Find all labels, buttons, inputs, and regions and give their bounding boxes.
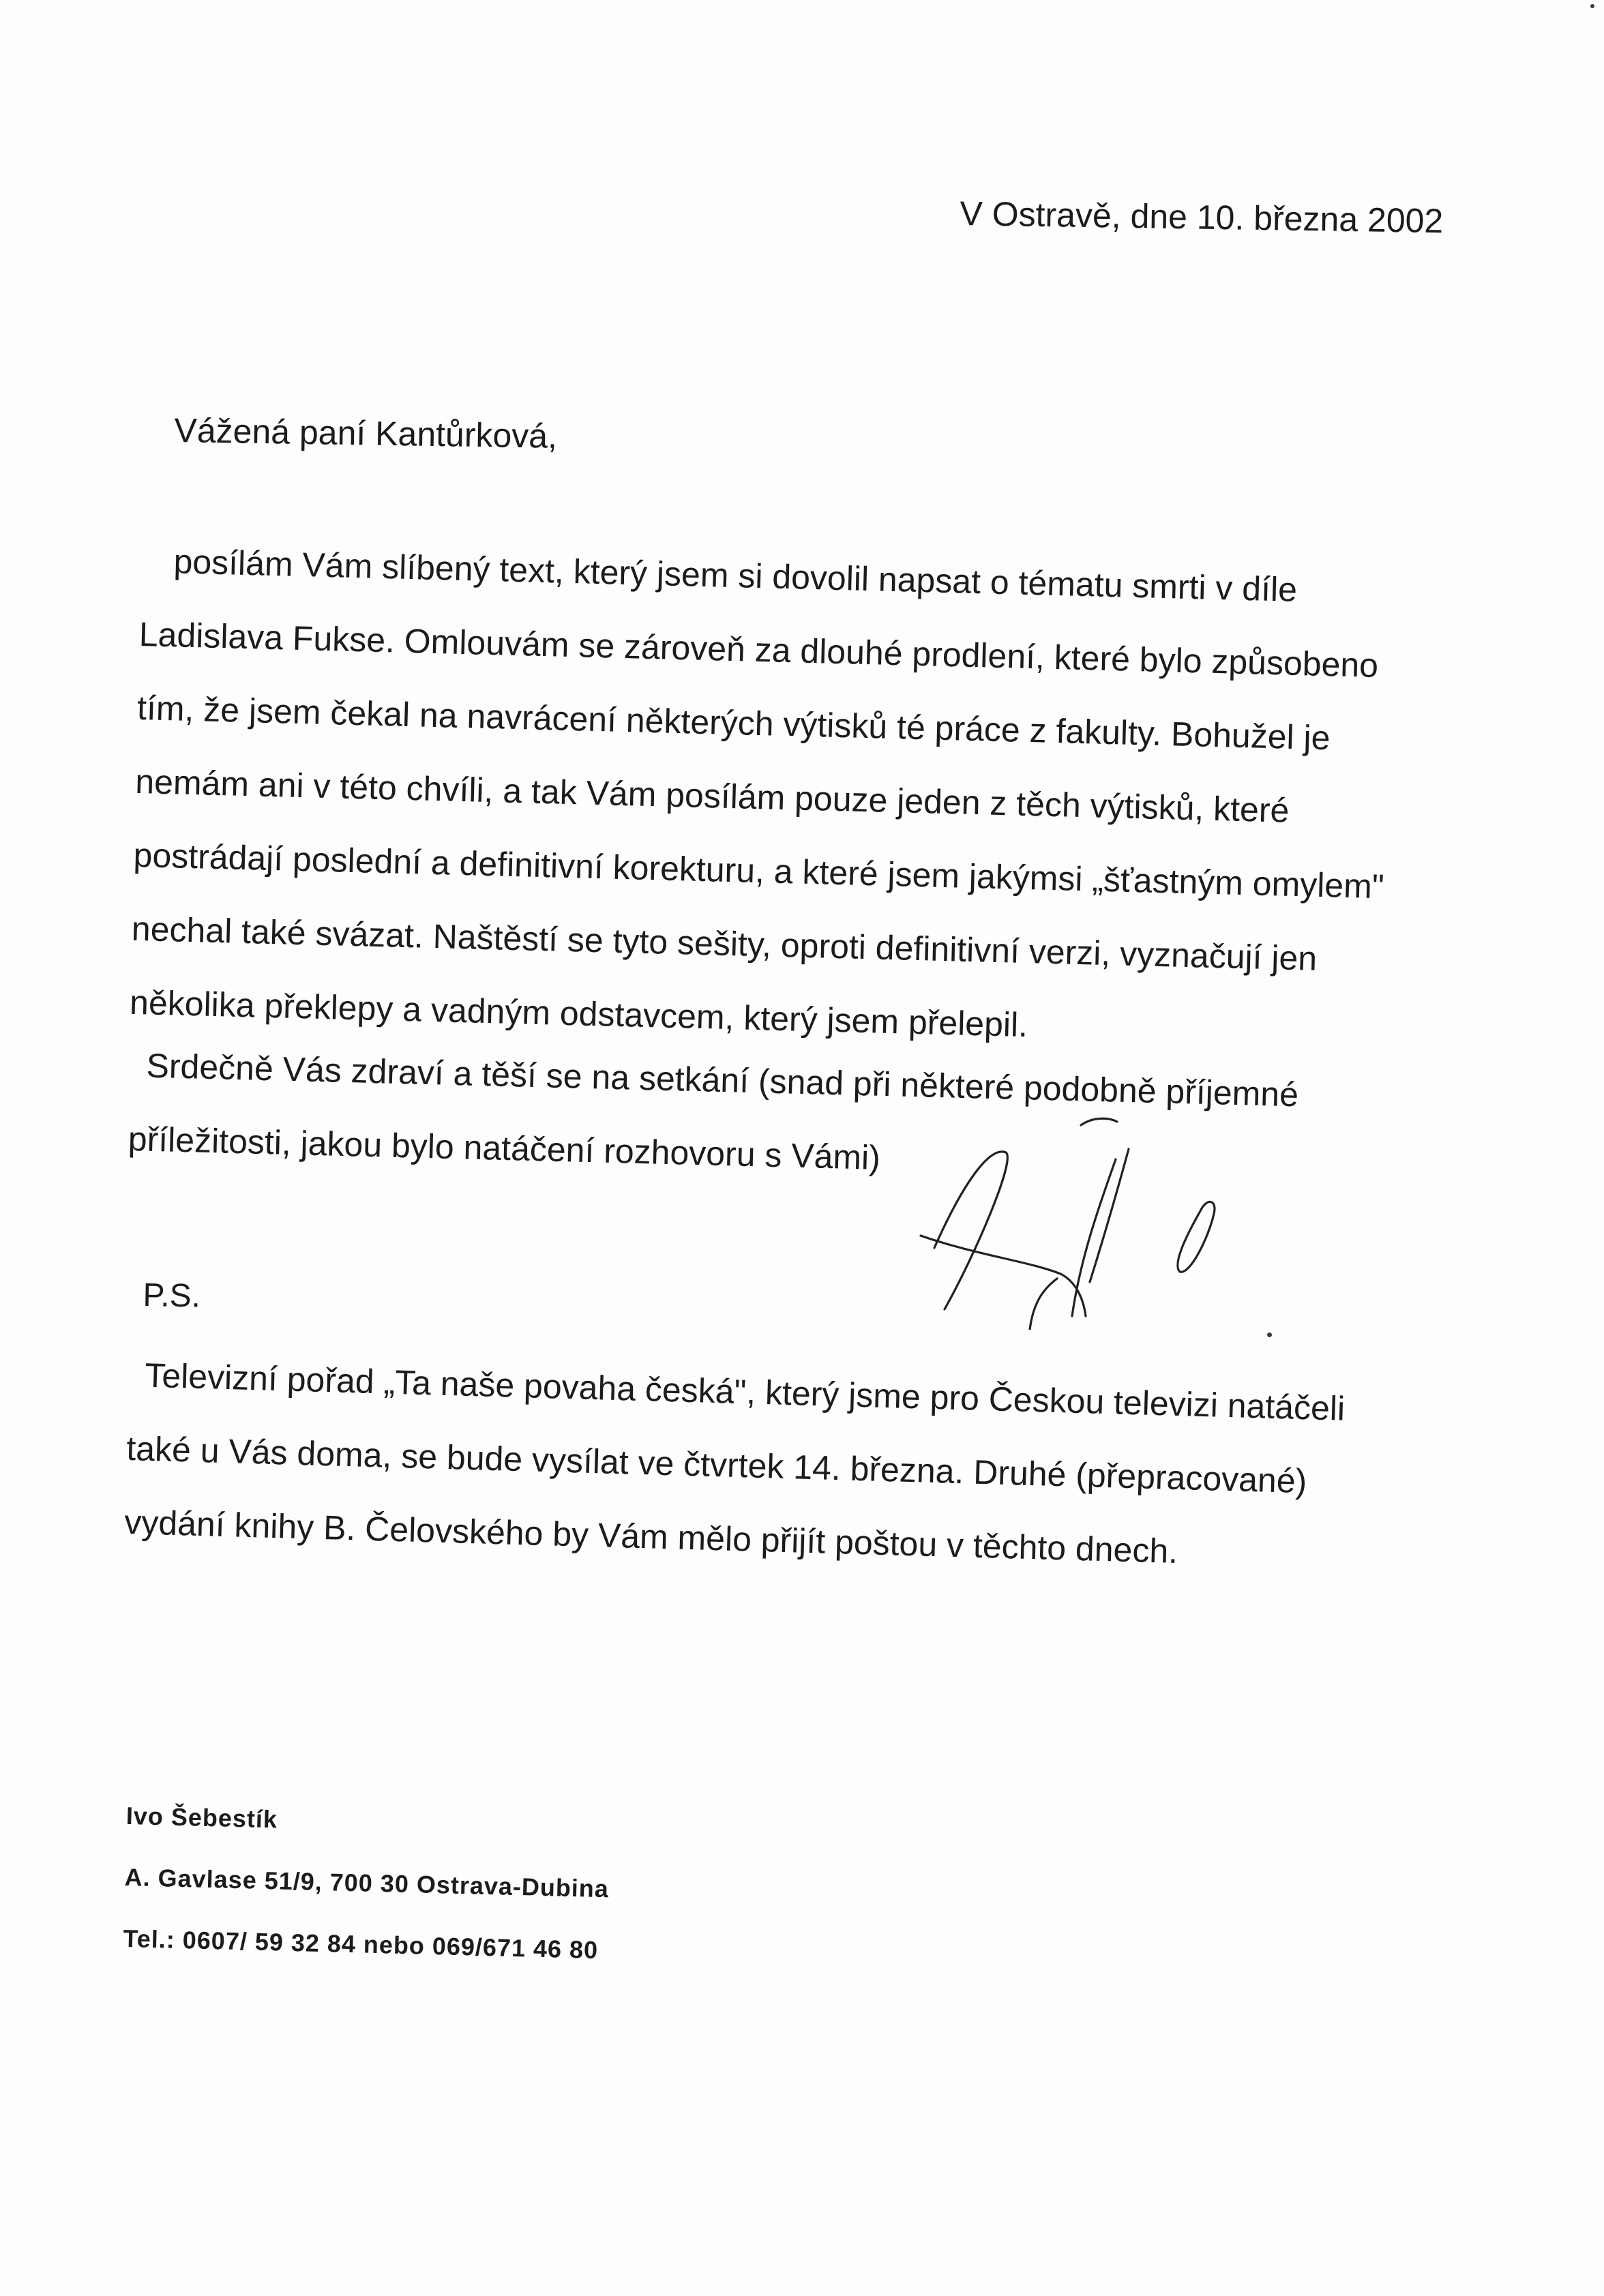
- postscript-label: P.S.: [143, 1277, 201, 1315]
- paragraph-main: [129, 524, 1393, 1071]
- paragraph-line: posílám Vám slíbený text, který jsem si dovolil napsat o tématu smrti v díle: [173, 542, 1298, 609]
- paragraph-line: Ladislava Fukse. Omlouvám se zároveň za dlouhé prodlení, které bylo způsobeno: [138, 614, 1379, 685]
- paragraph-line: několika překlepy a vadným odstavcem, který jsem přelepil.: [129, 983, 1028, 1045]
- sender-address: A. Gavlase 51/9, 700 30 Ostrava-Dubina: [124, 1862, 610, 1903]
- letter-date: V Ostravě, dne 10. března 2002: [960, 194, 1444, 241]
- scan-speck: [1267, 1332, 1272, 1337]
- sender-phone: Tel.: 0607/ 59 32 84 nebo 069/671 46 80: [123, 1924, 599, 1964]
- paragraph-line: nemám ani v této chvíli, a tak Vám posílám pouze jeden z těch výtisků, které: [134, 762, 1290, 830]
- salutation: Vážená paní Kantůrková,: [174, 411, 558, 456]
- paragraph-line: Televizní pořad „Ta naše povaha česká", který jsme pro Českou televizi natáčeli: [144, 1356, 1346, 1428]
- paragraph-line: příležitosti, jakou bylo natáčení rozhovoru s Vámi): [128, 1119, 881, 1177]
- paragraph-line: postrádají poslední a definitivní korekturu, a které jsem jakýmsi „šťastným omylem": [132, 835, 1385, 906]
- paragraph-line: vydání knihy B. Čelovského by Vám mělo přijít poštou v těchto dnech.: [123, 1502, 1178, 1571]
- paragraph-line: nechal také svázat. Naštěstí se tyto sešity, oproti definitivní verzi, vyznačují jen: [131, 909, 1318, 978]
- sender-name: Ivo Šebestík: [125, 1801, 278, 1834]
- handwritten-signature: [914, 1084, 1268, 1330]
- scan-speck: [1590, 4, 1594, 8]
- paragraph-postscript: [123, 1338, 1346, 1593]
- paragraph-line: tím, že jsem čekal na navrácení některých výtisků té práce z fakulty. Bohužel je: [136, 688, 1331, 758]
- sender-block: [122, 1785, 611, 1981]
- paragraph-line: Srdečně Vás zdraví a těší se na setkání (snad při některé podobně příjemné: [145, 1046, 1299, 1114]
- paragraph-line: také u Vás doma, se bude vysílat ve čtvrtek 14. března. Druhé (přepracované): [125, 1429, 1308, 1501]
